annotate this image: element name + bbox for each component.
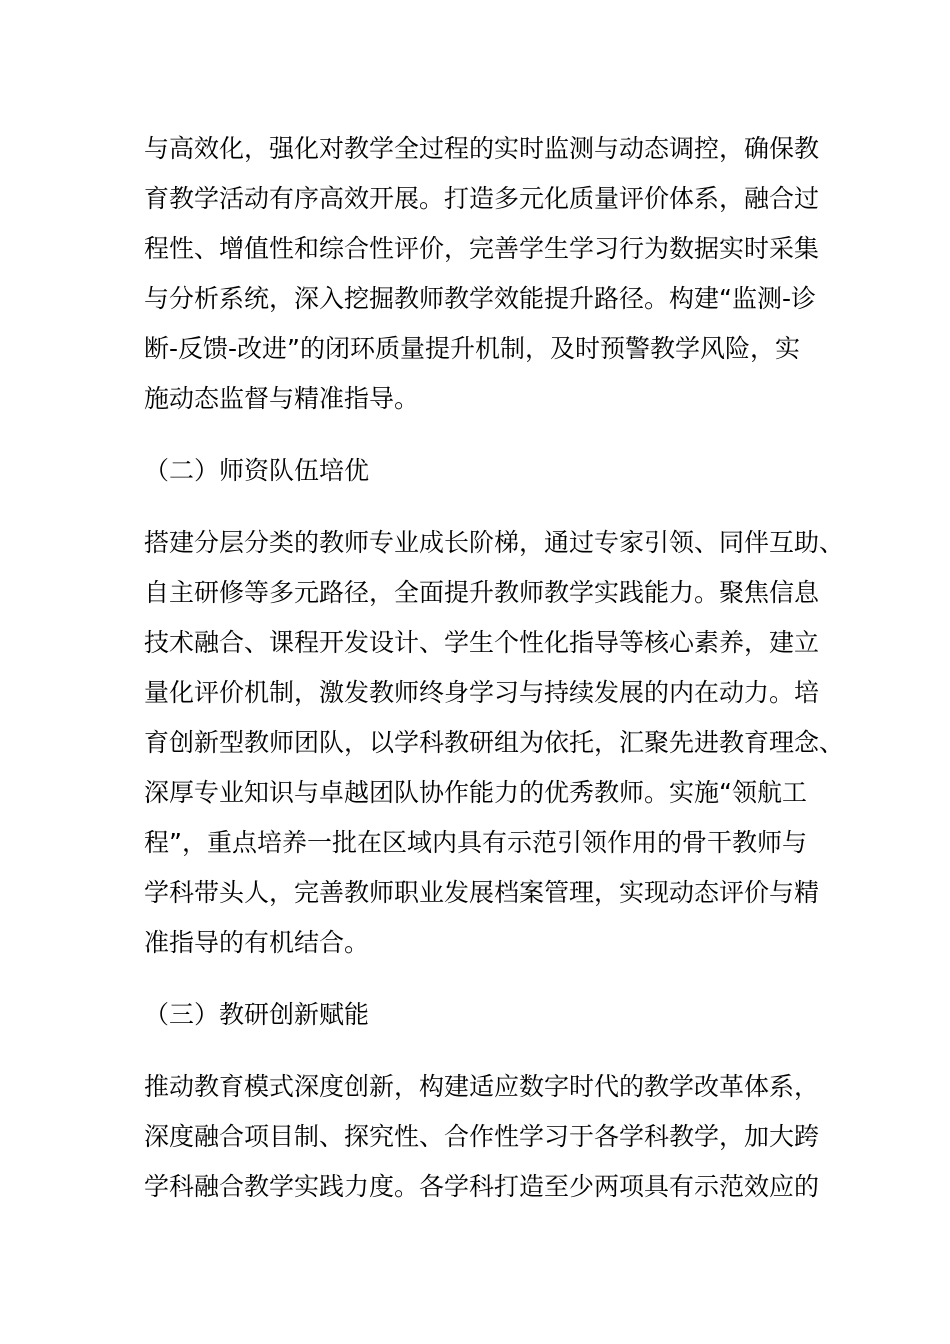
paragraph-quality-monitoring — [144, 124, 820, 424]
section-heading-teacher-team — [144, 446, 810, 496]
text-line: 量化评价机制，激发教师终身学习与持续发展的内在动力。培 — [144, 678, 820, 707]
section-heading-text: （二）师资队伍培优 — [144, 456, 370, 485]
section-heading-text: （三）教研创新赋能 — [144, 1000, 370, 1029]
document-page — [144, 124, 845, 1212]
text-line: 育创新型教师团队，以学科教研组为依托，汇聚先进教育理念、 — [144, 728, 845, 757]
text-line: 推动教育模式深度创新，构建适应数字时代的教学改革体系， — [144, 1072, 820, 1101]
text-line: 自主研修等多元路径，全面提升教师教学实践能力。聚焦信息 — [144, 578, 820, 607]
text-line: 技术融合、课程开发设计、学生个性化指导等核心素养，建立 — [144, 628, 820, 657]
text-line: 程”，重点培养一批在区域内具有示范引领作用的骨干教师与 — [144, 828, 807, 857]
text-line: 深厚专业知识与卓越团队协作能力的优秀教师。实施“领航工 — [144, 778, 807, 807]
text-line: 育教学活动有序高效开展。打造多元化质量评价体系，融合过 — [144, 184, 820, 213]
text-line: 程性、增值性和综合性评价，完善学生学习行为数据实时采集 — [144, 234, 820, 263]
paragraph-research-innovation — [144, 1062, 820, 1212]
text-line: 准指导的有机结合。 — [144, 928, 370, 957]
section-heading-research-innovation — [144, 990, 810, 1040]
text-line: 深度融合项目制、探究性、合作性学习于各学科教学，加大跨 — [144, 1122, 820, 1151]
text-line: 与分析系统，深入挖掘教师教学效能提升路径。构建“监测-诊 — [144, 284, 816, 313]
text-line: 断-反馈-改进”的闭环质量提升机制，及时预警教学风险，实 — [144, 334, 800, 363]
text-line: 施动态监督与精准指导。 — [144, 384, 420, 413]
text-line: 搭建分层分类的教师专业成长阶梯，通过专家引领、同伴互助、 — [144, 528, 845, 557]
text-line: 与高效化，强化对教学全过程的实时监测与动态调控，确保教 — [144, 134, 820, 163]
paragraph-teacher-team — [144, 518, 845, 968]
text-line: 学科带头人，完善教师职业发展档案管理，实现动态评价与精 — [144, 878, 820, 907]
text-line: 学科融合教学实践力度。各学科打造至少两项具有示范效应的 — [144, 1172, 820, 1201]
